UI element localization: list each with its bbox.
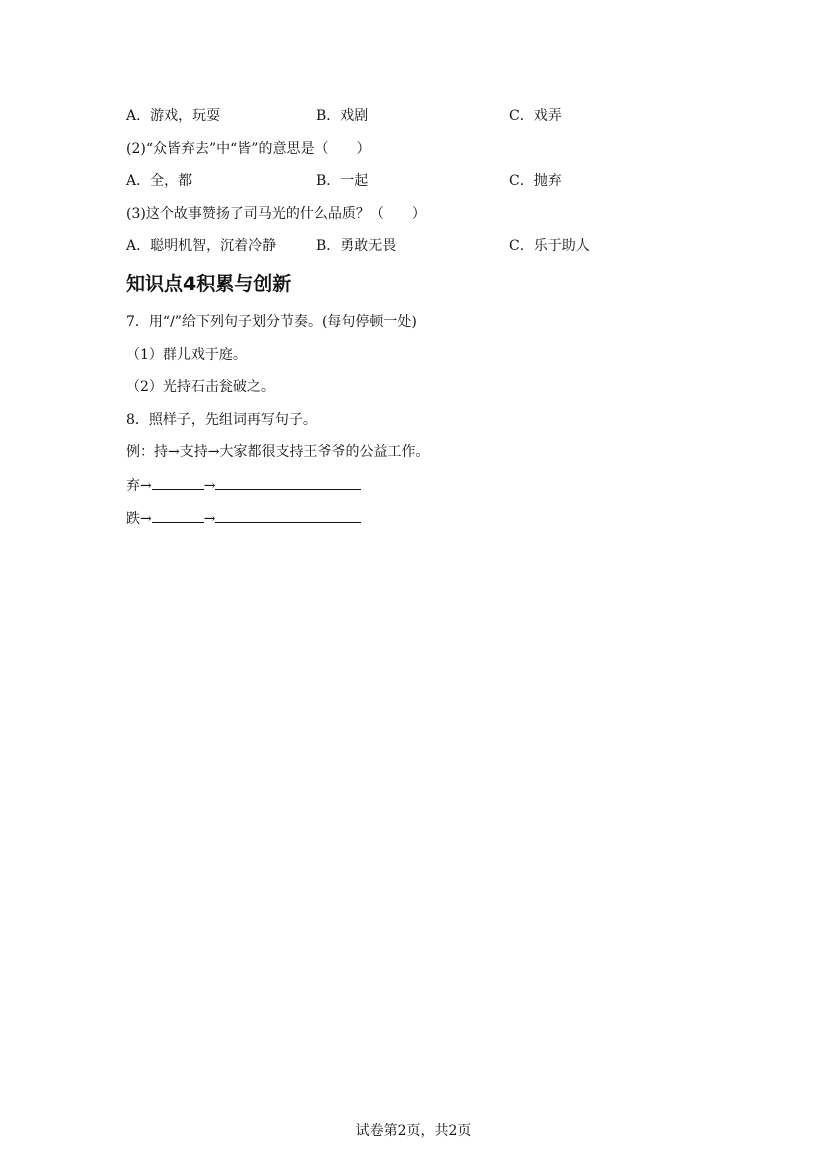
word-blank[interactable]	[152, 508, 204, 523]
question-3-stem: (3)这个故事赞扬了司马光的什么品质？（ ）	[126, 206, 426, 222]
question-2-stem: (2)“众皆弃去”中“皆”的意思是（ ）	[126, 141, 371, 157]
row-char: 跌	[126, 511, 140, 527]
word-blank[interactable]	[152, 475, 204, 490]
option-text: 乐于助人	[533, 238, 590, 254]
question-8-stem: 8．照样子，先组词再写句子。	[126, 412, 317, 428]
option-text: 游戏，玩耍	[150, 108, 221, 124]
option-text: 戏剧	[340, 108, 369, 124]
option-letter: B．	[316, 173, 341, 189]
option-letter: A．	[126, 173, 151, 189]
option-text: 抛弃	[533, 173, 562, 189]
answer-row-1	[126, 475, 361, 496]
option-text: 戏弄	[533, 108, 562, 124]
option-letter: C．	[509, 173, 534, 189]
option-text: 一起	[340, 173, 369, 189]
arrow: →	[140, 511, 152, 527]
arrow: →	[203, 511, 216, 527]
option-text: 勇敢无畏	[340, 238, 397, 254]
option-text: 全，都	[150, 173, 193, 189]
question-7-stem: 7．用“/”给下列句子划分节奏。(每句停顿一处)	[126, 314, 417, 330]
page-footer: 试卷第2页，共2页	[355, 1123, 472, 1139]
q-prev-option-c	[509, 106, 562, 126]
answer-row-2	[126, 508, 361, 529]
row-char: 弃	[126, 478, 140, 494]
option-letter: C．	[509, 238, 534, 254]
q2-option-b	[316, 171, 368, 191]
option-letter: B．	[316, 238, 341, 254]
section-heading: 知识点4积累与创新	[126, 273, 292, 295]
q2-option-c	[509, 171, 562, 191]
option-text: 聪明机智，沉着冷静	[150, 238, 277, 254]
q3-option-b	[316, 236, 396, 256]
question-8-example: 例：持→支持→大家都很支持王爷爷的公益工作。	[126, 444, 430, 460]
q-prev-option-a	[126, 106, 220, 126]
sentence-blank[interactable]	[215, 475, 361, 490]
option-letter: B．	[316, 108, 341, 124]
arrow: →	[140, 478, 152, 494]
q3-option-c	[509, 236, 590, 256]
option-letter: A．	[126, 238, 151, 254]
q2-option-a	[126, 171, 192, 191]
q-prev-option-b	[316, 106, 368, 126]
question-7-item-2: （2）光持石击瓮破之。	[126, 379, 275, 395]
question-7-item-1: （1）群儿戏于庭。	[126, 347, 247, 363]
arrow: →	[203, 478, 216, 494]
q3-option-a	[126, 236, 276, 256]
option-letter: A．	[126, 108, 151, 124]
option-letter: C．	[509, 108, 534, 124]
sentence-blank[interactable]	[215, 508, 361, 523]
